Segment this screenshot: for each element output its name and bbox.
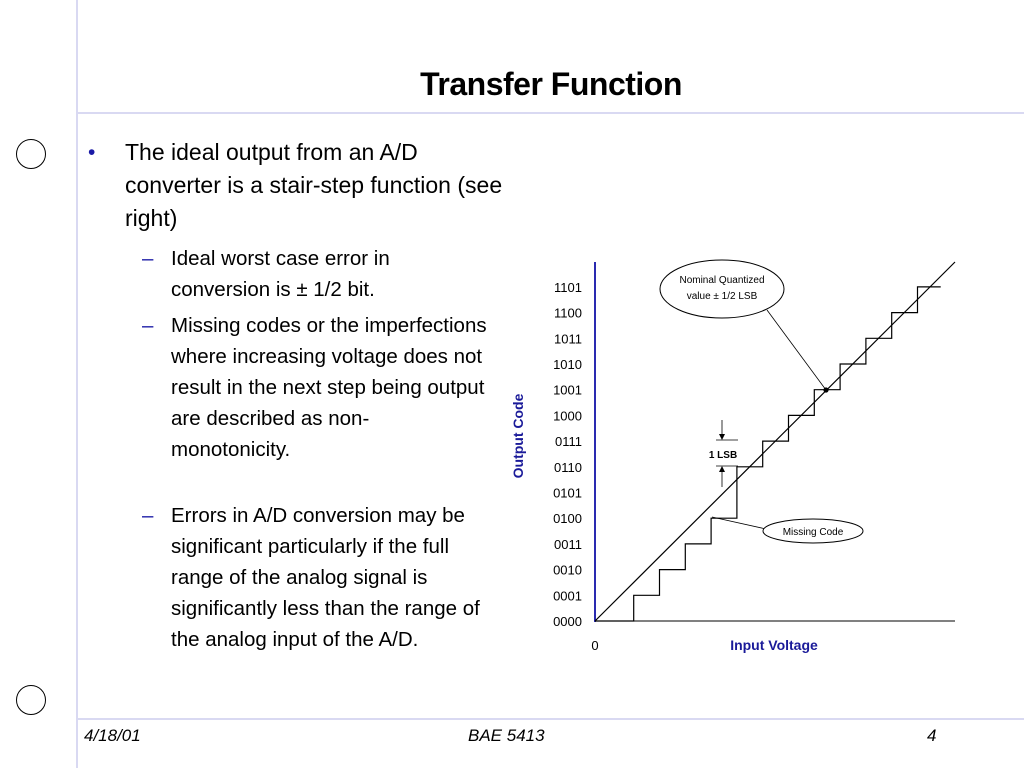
nominal-callout-bubble <box>660 260 784 318</box>
dash-marker: – <box>142 247 154 270</box>
y-tick-label: 0011 <box>554 536 582 552</box>
y-tick-label: 0001 <box>553 588 582 604</box>
nominal-callout-pointer <box>767 310 826 390</box>
y-tick-label: 1001 <box>553 382 582 398</box>
sub-bullet-text: Missing codes or the imperfections where increasing voltage does not result in the next step being output are described as non-monotonicity. <box>171 314 487 461</box>
y-tick-label: 1011 <box>554 331 582 347</box>
y-tick-label: 1100 <box>554 305 582 321</box>
lsb-label: 1 LSB <box>708 450 738 461</box>
dash-marker: – <box>142 314 154 337</box>
main-bullet-text: The ideal output from an A/D converter is a stair-step function (see right) <box>125 139 503 231</box>
y-tick-label: 0101 <box>553 485 582 501</box>
y-tick-label: 1000 <box>553 408 582 424</box>
nominal-point <box>823 387 828 392</box>
bullet-dot: • <box>88 141 96 164</box>
footer-date: 4/18/01 <box>84 726 141 745</box>
x-axis-label: Input Voltage <box>730 637 818 653</box>
lsb-arrowhead-bottom <box>719 466 725 472</box>
footer-page-number: 4 <box>927 726 937 745</box>
y-tick-label: 0010 <box>553 562 582 578</box>
y-tick-label: 0000 <box>553 614 582 629</box>
nominal-callout-line1: Nominal Quantized <box>679 275 765 286</box>
footer-course: BAE 5413 <box>468 726 545 745</box>
y-tick-label: 0111 <box>555 434 582 450</box>
nominal-callout-line2: value ± 1/2 LSB <box>686 291 758 302</box>
y-tick-label: 1010 <box>553 357 582 372</box>
sub-bullet-text: Errors in A/D conversion may be significant particularly if the full range of the analog signal is significantly less than the range of the analog input of the A/D. <box>171 504 480 651</box>
x-tick-label: 0 <box>591 638 599 653</box>
y-tick-label: 0110 <box>554 459 582 475</box>
missing-code-label: Missing Code <box>782 527 844 538</box>
y-tick-label: 0100 <box>553 511 582 527</box>
missing-code-pointer <box>712 517 766 529</box>
lsb-arrowhead-top <box>719 434 725 440</box>
stair-step-line <box>595 287 941 621</box>
slide-title: Transfer Function <box>420 66 682 102</box>
dash-marker: – <box>142 504 154 527</box>
y-tick-label: 1101 <box>554 279 582 295</box>
sub-bullet-text: Ideal worst case error in conversion is ± 1/2 bit. <box>171 247 390 301</box>
y-axis-label: Output Code <box>510 393 526 479</box>
